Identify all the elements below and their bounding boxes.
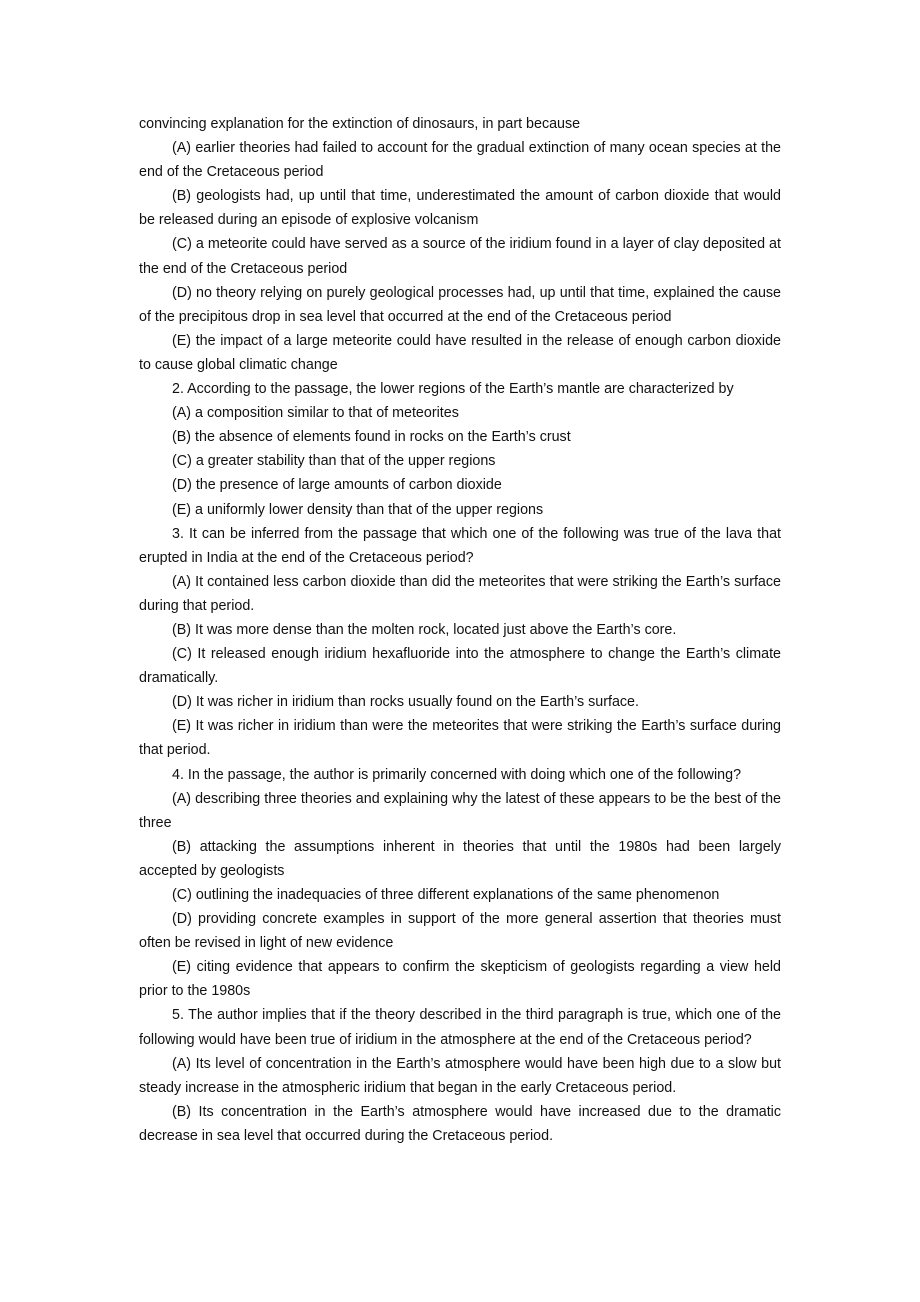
question-5-stem: 5. The author implies that if the theory described in the third paragraph is true, which one of the following would have been true of iridium in the atmosphere at the end of the Cretaceous period?: [139, 1007, 781, 1048]
question-1-option-a: (A) earlier theories had failed to account for the gradual extinction of many ocean species at the end of the Cretaceous period: [139, 140, 781, 181]
question-5-option-b: (B) Its concentration in the Earth’s atmosphere would have increased due to the dramatic decrease in sea level that occurred during the Cretaceous period.: [139, 1103, 781, 1144]
question-2-option-b: (B) the absence of elements found in rocks on the Earth’s crust: [172, 429, 571, 446]
question-2-option-e: (E) a uniformly lower density than that of the upper regions: [172, 501, 544, 518]
question-3-option-c: (C) It released enough iridium hexafluoride into the atmosphere to change the Earth’s climate dramatically.: [139, 646, 781, 687]
question-5-option-a: (A) Its level of concentration in the Earth’s atmosphere would have been high due to a slow but steady increase in the atmospheric iridium that began in the early Cretaceous period.: [139, 1055, 781, 1096]
question-4-option-c: (C) outlining the inadequacies of three different explanations of the same phenomenon: [172, 887, 720, 903]
question-3-option-b: (B) It was more dense than the molten rock, located just above the Earth’s core.: [172, 621, 677, 638]
question-1-stem-continuation: convincing explanation for the extinction of dinosaurs, in part because: [139, 116, 581, 132]
question-3-option-a: (A) It contained less carbon dioxide than did the meteorites that were striking the Earth’s surface during that period.: [139, 573, 781, 614]
question-2-option-d: (D) the presence of large amounts of carbon dioxide: [172, 477, 502, 494]
question-2-stem: 2. According to the passage, the lower regions of the Earth’s mantle are characterized by: [172, 381, 734, 398]
question-2-option-c: (C) a greater stability than that of the upper regions: [172, 453, 496, 470]
question-3-stem: 3. It can be inferred from the passage that which one of the following was true of the lava that erupted in India at the end of the Cretaceous period?: [139, 525, 781, 566]
question-4-option-e: (E) citing evidence that appears to confirm the skepticism of geologists regarding a view held prior to the 1980s: [139, 959, 781, 1000]
question-4-option-a: (A) describing three theories and explaining why the latest of these appears to be the best of the three: [139, 790, 781, 831]
question-1-option-c: (C) a meteorite could have served as a source of the iridium found in a layer of clay deposited at the end of the Cretaceous period: [139, 236, 781, 277]
question-4-stem: 4. In the passage, the author is primarily concerned with doing which one of the following?: [172, 766, 742, 783]
question-3-option-d: (D) It was richer in iridium than rocks usually found on the Earth’s surface.: [172, 694, 639, 711]
question-4-option-b: (B) attacking the assumptions inherent in theories that until the 1980s had been largely accepted by geologists: [139, 838, 781, 879]
question-1-option-e: (E) the impact of a large meteorite could have resulted in the release of enough carbon dioxide to cause global climatic change: [139, 332, 781, 373]
question-4-option-d: (D) providing concrete examples in support of the more general assertion that theories must often be revised in light of new evidence: [139, 911, 781, 952]
question-3-option-e: (E) It was richer in iridium than were the meteorites that were striking the Earth’s surface during that period.: [139, 718, 781, 759]
question-1-option-d: (D) no theory relying on purely geological processes had, up until that time, explained the cause of the precipitous drop in sea level that occurred at the end of the Cretaceous period: [139, 284, 781, 325]
question-1-option-b: (B) geologists had, up until that time, underestimated the amount of carbon dioxide that would be released during an episode of explosive volcanism: [139, 188, 781, 229]
document-page: [139, 112, 781, 1148]
question-2-option-a: (A) a composition similar to that of meteorites: [172, 405, 459, 422]
